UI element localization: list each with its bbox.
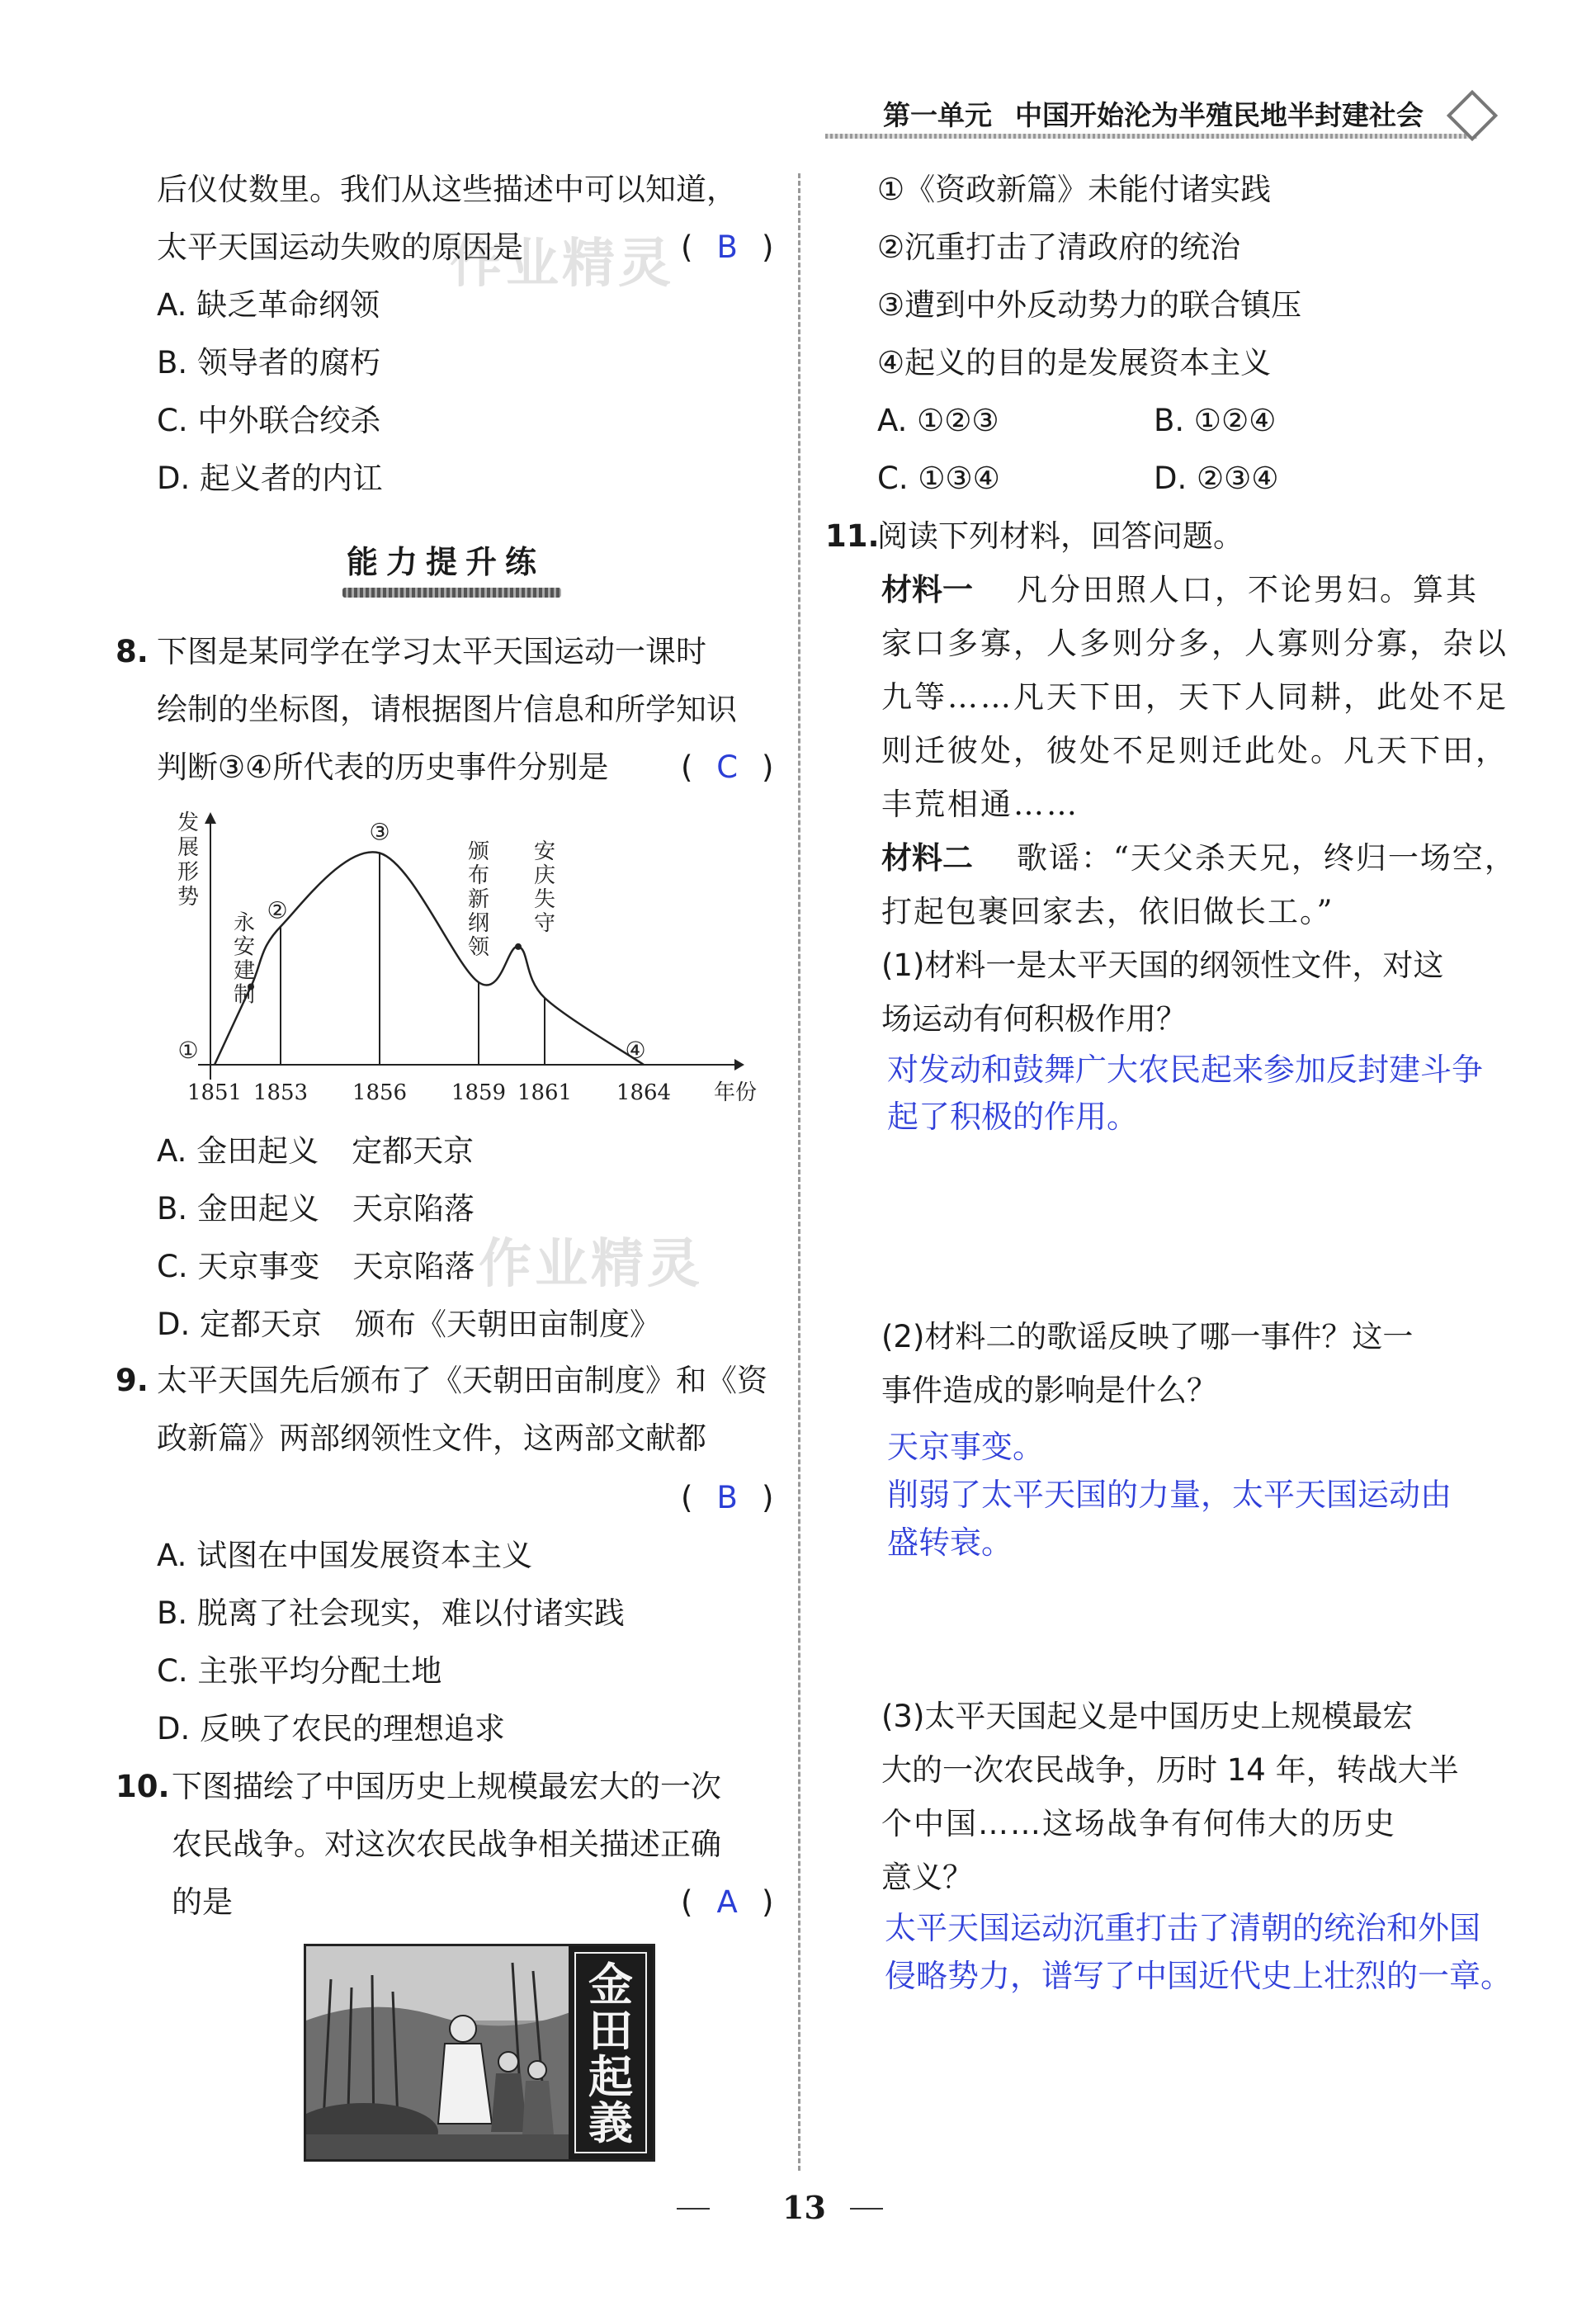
question-text: 农民战争。对这次农民战争相关描述正确 xyxy=(172,1827,721,1862)
option: A. 缺乏革命纲领 xyxy=(157,287,380,323)
question-number: 11. xyxy=(825,518,880,554)
handwritten-answer: 太平天国运动沉重打击了清朝的统治和外国 xyxy=(885,1910,1481,1946)
sub-question: (2)材料二的歌谣反映了哪一事件？这一 xyxy=(881,1319,1414,1354)
header-rule xyxy=(825,134,1477,139)
event-label-char: 建 xyxy=(233,958,256,984)
material-text: 凡分田照人口，不论男妇。算其 xyxy=(1017,572,1479,607)
material-text: 歌谣：“天父杀天兄，终归一场空， xyxy=(1017,840,1517,876)
q10-answer: A xyxy=(716,1884,738,1920)
option: B. ①②④ xyxy=(1154,403,1277,438)
material-text: 九等……凡天下田，天下人同耕，此处不足 xyxy=(881,679,1509,715)
event-label-char: 制 xyxy=(233,982,256,1008)
question-text: 阅读下列材料，回答问题。 xyxy=(877,518,1244,554)
sub-question: 个中国……这场战争有何伟大的历史 xyxy=(881,1806,1396,1841)
x-tick-label: 1859 xyxy=(451,1080,507,1105)
option: C. ①③④ xyxy=(877,461,1000,496)
answer-bracket: ( B ) xyxy=(681,227,773,268)
option: D. ②③④ xyxy=(1154,461,1279,496)
statement: ②沉重打击了清政府的统治 xyxy=(877,229,1241,265)
option: C. 中外联合绞杀 xyxy=(157,403,381,438)
option: D. 起义者的内讧 xyxy=(157,461,384,496)
data-point xyxy=(515,943,522,950)
sub-question: (1)材料一是太平天国的纲领性文件，对这 xyxy=(881,948,1444,983)
handwritten-answer: 起了积极的作用。 xyxy=(887,1099,1139,1135)
y-axis-label-char: 展 xyxy=(177,835,200,860)
event-label-char: 守 xyxy=(533,911,556,936)
development-trend-chart xyxy=(165,809,776,1114)
option: A. 金田起义 定都天京 xyxy=(157,1133,475,1169)
header-title: 中国开始沦为半殖民地半封建社会 xyxy=(1015,99,1424,131)
sub-question: 场运动有何积极作用？ xyxy=(881,1001,1187,1037)
statement: ③遭到中外反动势力的联合镇压 xyxy=(877,287,1302,323)
option: B. 脱离了社会现实，难以付诸实践 xyxy=(157,1595,625,1631)
event-label-char: 新 xyxy=(467,887,490,912)
statement: ④起义的目的是发展资本主义 xyxy=(877,345,1272,380)
question-text: 政新篇》两部纲领性文件，这两部文献都 xyxy=(157,1420,706,1456)
page-header xyxy=(825,91,1502,140)
watermark: 作业精灵 xyxy=(450,234,674,295)
material-text: 家口多寡，人多则分多，人寡则分寡，杂以 xyxy=(881,626,1509,661)
question-text: 下图描绘了中国历史上规模最宏大的一次 xyxy=(172,1769,721,1804)
handwritten-answer: 盛转衰。 xyxy=(887,1524,1013,1561)
q7-cont-line: 太平天国运动失败的原因是 xyxy=(157,229,523,265)
x-tick-label: 1864 xyxy=(616,1080,672,1105)
y-axis-label-char: 形 xyxy=(177,860,200,885)
material-label: 材料一 xyxy=(881,572,973,607)
question-text: 判断③④所代表的历史事件分别是 xyxy=(157,749,609,785)
sub-question: 意义？ xyxy=(881,1860,973,1895)
question-number: 8. xyxy=(116,634,149,669)
option: C. 天京事变 天京陷落 xyxy=(157,1249,475,1284)
header-unit: 第一单元 xyxy=(883,99,992,131)
option: D. 定都天京 颁布《天朝田亩制度》 xyxy=(157,1307,661,1342)
x-tick-label: 1851 xyxy=(187,1080,243,1105)
event-marker: ③ xyxy=(369,818,390,846)
event-marker: ④ xyxy=(625,1037,646,1064)
x-tick-label: 1856 xyxy=(352,1080,408,1105)
handwritten-answer: 对发动和鼓舞广大农民起来参加反封建斗争 xyxy=(887,1052,1484,1088)
sub-question: 大的一次农民战争，历时 14 年，转战大半 xyxy=(881,1752,1459,1788)
question-text: 太平天国先后颁布了《天朝田亩制度》和《资 xyxy=(157,1363,767,1398)
event-label-char: 失 xyxy=(533,887,556,912)
question-number: 10. xyxy=(116,1769,170,1804)
sub-question: (3)太平天国起义是中国历史上规模最宏 xyxy=(881,1699,1414,1734)
q8-answer: C xyxy=(716,749,739,785)
chart-ticks xyxy=(187,1080,671,1105)
q9-answer: B xyxy=(716,1480,738,1515)
section-title: 能力提升练 xyxy=(347,544,545,580)
y-axis-label-char: 势 xyxy=(177,885,200,910)
footer-dash xyxy=(850,2208,883,2210)
event-label xyxy=(534,839,555,936)
column-divider xyxy=(798,173,800,2171)
event-label-char: 安 xyxy=(533,839,556,864)
x-tick-label: 1861 xyxy=(517,1080,573,1105)
question-text: 绘制的坐标图，请根据图片信息和所学知识 xyxy=(157,692,737,727)
x-tick-label: 1853 xyxy=(253,1080,309,1105)
event-label xyxy=(468,839,490,960)
option: B. 领导者的腐朽 xyxy=(157,345,380,380)
section-title-underline xyxy=(342,588,561,598)
option: A. ①②③ xyxy=(877,403,999,438)
event-label-char: 纲 xyxy=(467,911,490,936)
answer-bracket: ( C ) xyxy=(681,747,773,788)
handwritten-answer: 侵略势力，谱写了中国近代史上壮烈的一章。 xyxy=(885,1958,1513,1994)
material-text: 打起包裹回家去，依旧做长工。” xyxy=(881,894,1334,929)
page-footer xyxy=(677,2187,924,2229)
event-label-char: 布 xyxy=(467,863,490,888)
y-axis-label-char: 发 xyxy=(177,811,200,835)
option: B. 金田起义 天京陷落 xyxy=(157,1191,475,1227)
q7-cont-line: 后仪仗数里。我们从这些描述中可以知道， xyxy=(157,172,737,207)
trend-curve xyxy=(215,852,644,1065)
watermark: 作业精灵 xyxy=(479,1234,703,1295)
question-text: 下图是某同学在学习太平天国运动一课时 xyxy=(157,634,706,669)
jintian-uprising-illustration xyxy=(304,1944,655,2162)
answer-bracket: ( A ) xyxy=(681,1882,773,1923)
handwritten-answer: 削弱了太平天国的力量，太平天国运动由 xyxy=(887,1477,1452,1513)
option: D. 反映了农民的理想追求 xyxy=(157,1711,506,1746)
illustration-caption: 金田起義 xyxy=(588,1958,633,2149)
answer-bracket: ( B ) xyxy=(681,1477,773,1519)
material-label: 材料二 xyxy=(881,840,973,876)
handwritten-answer: 天京事变。 xyxy=(887,1429,1045,1465)
option: C. 主张平均分配土地 xyxy=(157,1653,442,1689)
material-text: 丰荒相通…… xyxy=(881,787,1079,822)
footer-dash xyxy=(677,2208,710,2210)
event-label-char: 领 xyxy=(467,935,490,960)
statement: ①《资政新篇》未能付诸实践 xyxy=(877,172,1272,207)
material-text: 则迁彼处，彼处不足则迁此处。凡天下田， xyxy=(881,733,1509,768)
x-axis-label: 年份 xyxy=(714,1080,758,1105)
y-axis-label xyxy=(177,811,199,910)
event-marker: ① xyxy=(177,1037,199,1064)
chart-labels xyxy=(177,819,645,1065)
event-label-char: 颁 xyxy=(467,839,490,864)
event-marker: ② xyxy=(267,896,288,924)
question-number: 9. xyxy=(116,1363,149,1398)
event-label xyxy=(234,911,255,1008)
question-text: 的是 xyxy=(172,1884,233,1920)
q7-answer: B xyxy=(716,229,738,265)
sub-question: 事件造成的影响是什么？ xyxy=(881,1373,1217,1408)
option: A. 试图在中国发展资本主义 xyxy=(157,1538,533,1573)
event-label-char: 永 xyxy=(233,910,256,936)
page-number: 13 xyxy=(782,2189,826,2226)
event-label-char: 安 xyxy=(233,934,256,960)
event-label-char: 庆 xyxy=(533,863,556,888)
